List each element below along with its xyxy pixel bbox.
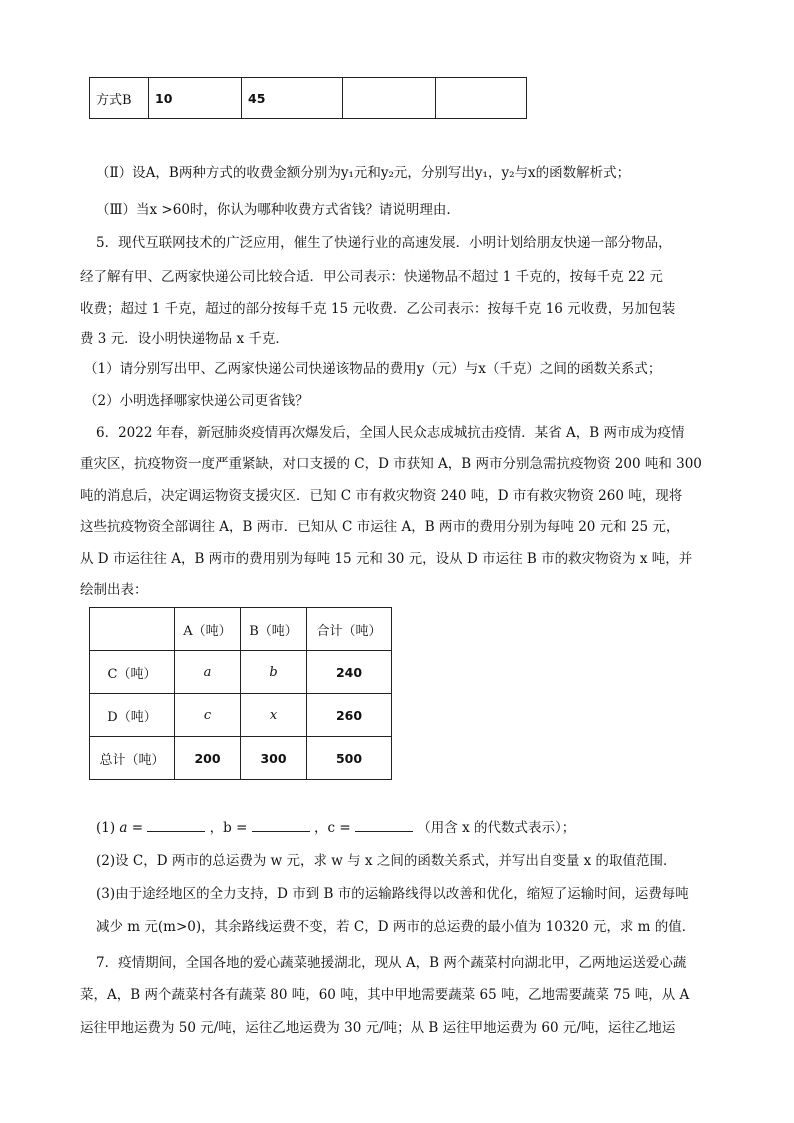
- problem-5-line: 5．现代互联网技术的广泛应用，催生了快递行业的高速发展．小明计划给朋友快递一部分物品，: [96, 235, 672, 251]
- table-cell: 方式B: [90, 78, 149, 119]
- table-header: 合计（吨）: [307, 608, 392, 651]
- problem-6-q3: (3)由于途经地区的全力支持，D 市到 B 市的运输路线得以改善和优化，缩短了运输时间，运费每吨: [96, 886, 689, 902]
- problem-5-line: 费 3 元．设小明快递物品 x 千克．: [80, 331, 289, 347]
- table-cell: 45: [242, 78, 343, 119]
- problem-5-line: 收费；超过 1 千克，超过的部分按每千克 15 元收费．乙公司表示：按每千克 16 元收费，另加包装: [80, 301, 676, 317]
- table-cell: D（吨）: [90, 694, 175, 737]
- table-cell: b: [241, 651, 307, 694]
- problem-5-line: 经了解有甲、乙两家快递公司比较合适．甲公司表示：快递物品不超过 1 千克的，按每千克 22 元: [80, 269, 663, 285]
- problem-6-q3: 减少 m 元(m>0)，其余路线运费不变，若 C，D 两市的总运费的最小值为 10320 元，求 m 的值．: [96, 919, 696, 935]
- problem-5-q2: （2）小明选择哪家快递公司更省钱？: [84, 393, 309, 409]
- answer-blank-a[interactable]: [147, 819, 205, 832]
- table-cell: 240: [307, 651, 392, 694]
- table-cell: 200: [175, 737, 241, 780]
- q1-a-label: a =: [119, 820, 144, 836]
- table-cell: a: [175, 651, 241, 694]
- table-cell: 500: [307, 737, 392, 780]
- table-cell: 260: [307, 694, 392, 737]
- question-III: （Ⅲ）当x >60时，你认为哪种收费方式省钱？请说明理由.: [96, 202, 451, 218]
- problem-6-line: 6．2022 年春，新冠肺炎疫情再次爆发后，全国人民众志成城抗击疫情．某省 A，B 两市成为疫情: [96, 425, 685, 441]
- problem-7-line: 7．疫情期间，全国各地的爱心蔬菜驰援湖北，现从 A，B 两个蔬菜村向湖北甲，乙两地运送爱心蔬: [96, 955, 687, 971]
- problem-7-line: 运往甲地运费为 50 元/吨，运往乙地运费为 30 元/吨；从 B 运往甲地运费为 60 元/吨，运往乙地运: [80, 1020, 676, 1036]
- table-cell: c: [175, 694, 241, 737]
- table-row: [90, 737, 392, 780]
- question-II: （Ⅱ）设A，B两种方式的收费金额分别为y₁元和y₂元，分别写出y₁，y₂与x的函数解析式；: [96, 165, 631, 181]
- table-cell: 10: [149, 78, 242, 119]
- q1-c-label: ，c =: [314, 820, 351, 836]
- supply-table: [89, 607, 392, 780]
- q1-suffix: （用含 x 的代数式表示）；: [417, 820, 576, 836]
- q1-b-label: ，b =: [209, 820, 248, 836]
- table-cell: x: [241, 694, 307, 737]
- table-cell: 300: [241, 737, 307, 780]
- problem-6-q2: (2)设 C，D 两市的总运费为 w 元，求 w 与 x 之间的函数关系式，并写出自变量 x 的取值范围．: [96, 853, 677, 869]
- table-row: [90, 651, 392, 694]
- problem-6-q1: [96, 818, 575, 838]
- problem-5-q1: （1）请分别写出甲、乙两家快递公司快递该物品的费用y（元）与x（千克）之间的函数关系式；: [84, 361, 662, 377]
- problem-7-line: 菜，A，B 两个蔬菜村各有蔬菜 80 吨，60 吨，其中甲地需要蔬菜 65 吨，乙地需要蔬菜 75 吨，从 A: [80, 987, 690, 1003]
- table-row: [90, 694, 392, 737]
- answer-blank-c[interactable]: [355, 819, 413, 832]
- table-cell: [343, 78, 436, 119]
- table-cell: 总计（吨）: [90, 737, 175, 780]
- table-row: [90, 78, 527, 119]
- problem-6-line: 从 D 市运往往 A，B 两市的费用别为每吨 15 元和 30 元，设从 D 市运往 B 市的救灾物资为 x 吨，并: [80, 551, 693, 567]
- problem-6-line: 这些抗疫物资全部调往 A，B 两市．已知从 C 市运往 A，B 两市的费用分别为每吨 20 元和 25 元，: [80, 519, 680, 535]
- problem-6-line: 重灾区，抗疫物资一度严重紧缺，对口支援的 C，D 市获知 A，B 两市分别急需抗疫物资 200 吨和 300: [80, 456, 702, 472]
- table-header: [90, 608, 175, 651]
- problem-6-line: 吨的消息后，决定调运物资支援灾区．已知 C 市有救灾物资 240 吨，D 市有救灾物资 260 吨，现将: [80, 488, 683, 504]
- problem-6-line: 绘制出表：: [80, 582, 148, 598]
- table-header: A（吨）: [175, 608, 241, 651]
- table-row: [90, 608, 392, 651]
- table-header: B（吨）: [241, 608, 307, 651]
- answer-blank-b[interactable]: [252, 819, 310, 832]
- table-cell: [436, 78, 527, 119]
- table-cell: C（吨）: [90, 651, 175, 694]
- fee-table-partial: [89, 77, 527, 119]
- q1-number: (1): [96, 820, 116, 836]
